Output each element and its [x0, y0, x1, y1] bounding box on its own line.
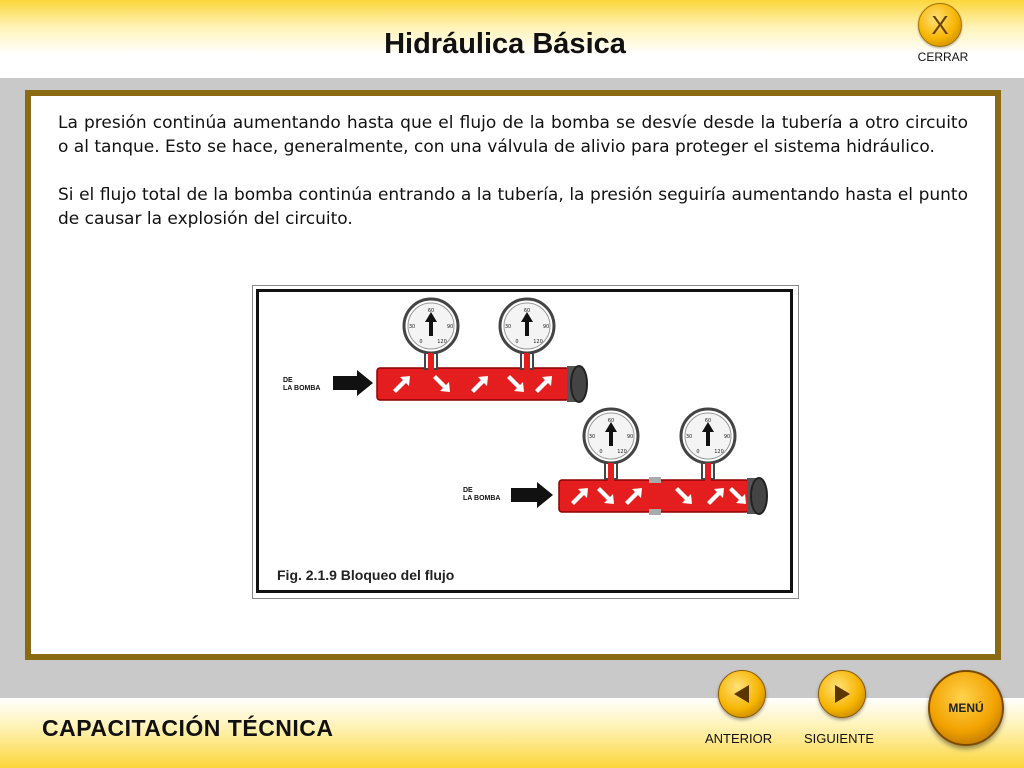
svg-text:60: 60: [607, 418, 615, 424]
source-label-top-line1: DE: [283, 377, 293, 384]
source-label-top-line2: LA BOMBA: [283, 385, 321, 392]
svg-text:90: 90: [446, 324, 454, 330]
close-button[interactable]: [918, 3, 962, 47]
svg-text:120: 120: [714, 449, 724, 455]
svg-text:30: 30: [504, 324, 512, 330]
next-button[interactable]: [818, 670, 866, 718]
inflow-arrow-bottom: [511, 482, 553, 508]
menu-label: MENÚ: [948, 701, 984, 715]
paragraph-2: Si el flujo total de la bomba continúa entrando a la tubería, la presión seguiría aumentando hasta el punto de causar la explosión del circuito.: [58, 185, 968, 229]
pressure-gauge-4: [681, 409, 735, 481]
content-panel: [31, 96, 995, 654]
source-label-bottom-line2: LA BOMBA: [463, 495, 501, 502]
svg-text:30: 30: [408, 324, 416, 330]
svg-text:120: 120: [437, 339, 447, 345]
pipe-cap-top: [571, 366, 587, 402]
source-label-bottom-line1: DE: [463, 487, 473, 494]
close-label[interactable]: CERRAR: [917, 50, 969, 64]
pipe-joint-bottom-top: [649, 477, 661, 483]
svg-text:0: 0: [696, 449, 700, 455]
svg-text:120: 120: [533, 339, 543, 345]
svg-text:120: 120: [617, 449, 627, 455]
content-frame: [25, 90, 1001, 660]
svg-text:60: 60: [704, 418, 712, 424]
page-title: Hidráulica Básica: [384, 28, 626, 60]
pressure-gauge-3: [584, 409, 638, 481]
next-arrow-icon: [831, 683, 853, 705]
svg-text:0: 0: [419, 339, 423, 345]
pipe-joint-bottom-bottom: [649, 509, 661, 515]
svg-text:90: 90: [626, 434, 634, 440]
svg-text:0: 0: [515, 339, 519, 345]
pressure-gauge-1: [404, 299, 458, 371]
inflow-arrow-top: [333, 370, 373, 396]
menu-button[interactable]: [928, 670, 1004, 746]
svg-text:60: 60: [427, 308, 435, 314]
close-x-icon: X: [931, 10, 949, 40]
figure-caption: Fig. 2.1.9 Bloqueo del flujo: [277, 567, 455, 583]
brand-label: CAPACITACIÓN TÉCNICA: [42, 715, 334, 741]
svg-text:90: 90: [723, 434, 731, 440]
paragraph-1: La presión continúa aumentando hasta que el flujo de la bomba se desvíe desde la tubería a otro circuito o al tanque. Esto se hace, generalmente, con una válvula de alivio para proteger el sistema hidráulico.: [58, 113, 968, 157]
pipe-cap-bottom: [751, 478, 767, 514]
figure-flow-block: [252, 285, 799, 599]
svg-text:30: 30: [685, 434, 693, 440]
previous-label[interactable]: ANTERIOR: [705, 731, 773, 746]
svg-text:90: 90: [542, 324, 550, 330]
previous-arrow-icon: [731, 683, 753, 705]
pipe-top: [377, 368, 569, 400]
hydraulic-diagram: [253, 286, 798, 598]
svg-text:60: 60: [523, 308, 531, 314]
body-text: [58, 111, 968, 255]
svg-text:0: 0: [599, 449, 603, 455]
svg-text:30: 30: [588, 434, 596, 440]
pressure-gauge-2: [500, 299, 554, 371]
next-label[interactable]: SIGUIENTE: [804, 731, 875, 746]
pipe-bottom: [559, 480, 749, 512]
previous-button[interactable]: [718, 670, 766, 718]
